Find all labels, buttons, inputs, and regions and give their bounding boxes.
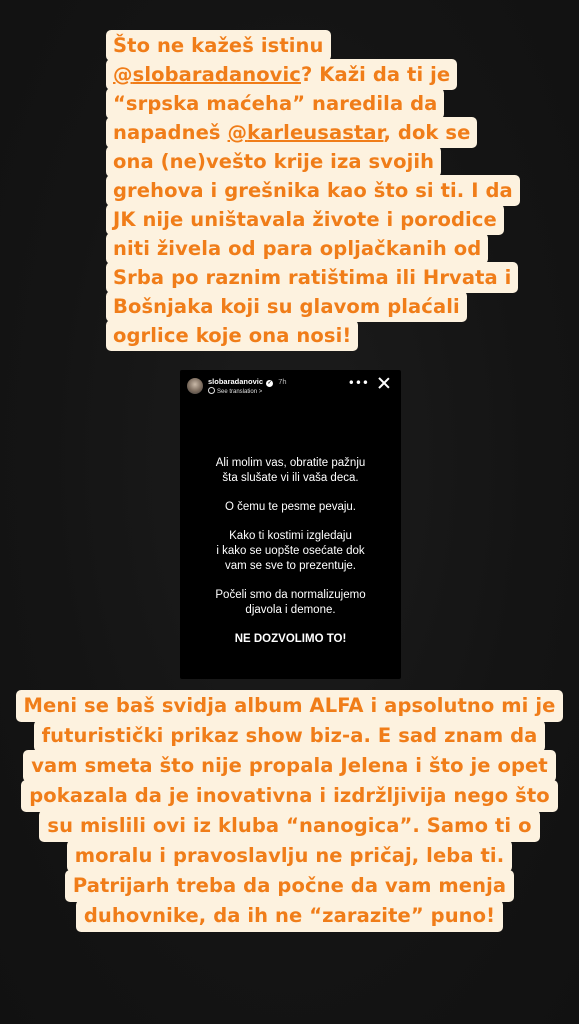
story-paragraph: Kako ti kostimi izgledaju i kako se uopšte osećate dok vam se sve to prezentuje. xyxy=(216,530,365,572)
globe-icon xyxy=(208,387,215,394)
story-paragraph: Ali molim vas, obratite pažnju šta slušate vi ili vaša deca. xyxy=(215,457,366,484)
caption-line: ona (ne)vešto krije iza svojih xyxy=(106,146,441,177)
see-translation-link[interactable] xyxy=(208,387,262,395)
caption-line: pokazala da je inovativna i izdržljivija nego što xyxy=(21,780,558,812)
caption-line: moralu i pravoslavlju ne pričaj, leba ti. xyxy=(67,840,512,872)
caption-line: napadneš @karleusastar, dok se xyxy=(106,117,477,148)
mention-link[interactable]: @karleusastar xyxy=(227,121,384,144)
caption-line: Što ne kažeš istinu xyxy=(106,30,331,61)
username-text[interactable]: slobaradanovic xyxy=(208,377,264,386)
caption-line: “srpska maćeha” naredila da xyxy=(106,88,444,119)
story-text xyxy=(180,456,401,661)
story-paragraph: Počeli smo da normalizujemo djavola i demone. xyxy=(215,589,366,616)
caption-line: ogrlice koje ona nosi! xyxy=(106,320,358,351)
avatar[interactable] xyxy=(187,378,203,394)
story-paragraph: NE DOZVOLIMO TO! xyxy=(234,633,347,645)
story-time: 7h xyxy=(278,377,287,386)
top-caption xyxy=(106,30,520,349)
caption-line: Srba po raznim ratištima ili Hrvata i xyxy=(106,262,518,293)
see-translation-label: See translation > xyxy=(217,389,263,395)
caption-line: su mislili ovi iz kluba “nanogica”. Samo ti o xyxy=(39,810,539,842)
bottom-caption xyxy=(0,690,579,930)
caption-line: Patrijarh treba da počne da vam menja xyxy=(65,870,514,902)
caption-line: grehova i grešnika kao što si ti. I da xyxy=(106,175,520,206)
caption-line: duhovnike, da ih ne “zarazite” puno! xyxy=(76,900,503,932)
verified-badge-icon: ✓ xyxy=(267,380,272,386)
story-paragraph: O čemu te pesme pevaju. xyxy=(224,501,357,513)
close-icon[interactable] xyxy=(377,376,391,390)
embedded-story xyxy=(180,370,401,679)
caption-line: Meni se baš svidja album ALFA i apsolutno mi je xyxy=(16,690,564,722)
more-options-icon[interactable]: ••• xyxy=(347,376,369,390)
caption-line: Bošnjaka koji su glavom plaćali xyxy=(106,291,467,322)
story-username[interactable] xyxy=(208,377,287,387)
caption-line: futuristički prikaz show biz-a. E sad znam da xyxy=(34,720,546,752)
caption-line: niti živela od para opljačkanih od xyxy=(106,233,488,264)
caption-line: JK nije uništavala živote i porodice xyxy=(106,204,504,235)
story-header xyxy=(187,376,393,398)
mention-link[interactable]: @slobaradanovic xyxy=(113,63,301,86)
caption-line: vam smeta što nije propala Jelena i što je opet xyxy=(23,750,556,782)
caption-line: @slobaradanovic? Kaži da ti je xyxy=(106,59,457,90)
